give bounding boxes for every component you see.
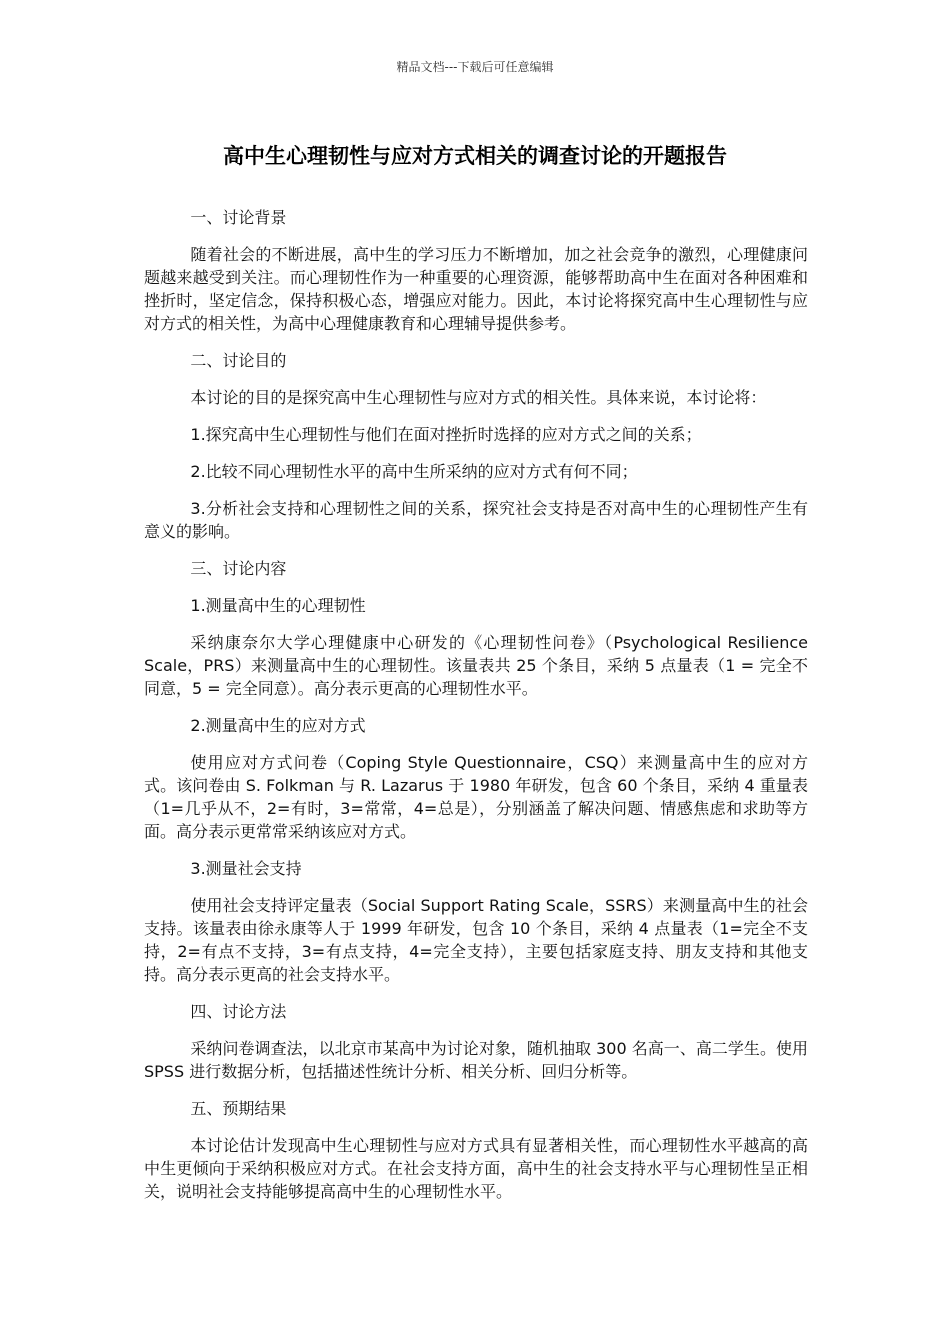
section-heading-method: 四、讨论方法 [190,1002,287,1021]
section-heading-purpose: 二、讨论目的 [190,351,287,370]
method-paragraph: 采纳问卷调查法，以北京市某高中为讨论对象，随机抽取 300 名高一、高二学生。使用 SPSS 进行数据分析，包括描述性统计分析、相关分析、回归分析等。 [144,1039,808,1081]
purpose-item: 2.比较不同心理韧性水平的高中生所采纳的应对方式有何不同； [190,462,638,481]
subsection-heading-coping: 2.测量高中生的应对方式 [190,716,366,735]
document-body [144,206,808,1217]
purpose-item: 1.探究高中生心理韧性与他们在面对挫折时选择的应对方式之间的关系； [190,425,702,444]
purpose-intro: 本讨论的目的是探究高中生心理韧性与应对方式的相关性。具体来说，本讨论将： [190,388,767,407]
subsection-heading-social-support: 3.测量社会支持 [190,859,302,878]
social-support-paragraph: 使用社会支持评定量表（Social Support Rating Scale，SSRS）来测量高中生的社会支持。该量表由徐永康等人于 1999 年研发，包含 10 个条目，采纳 4 点量表（1=完全不支持，2=有点不支持，3=有点支持，4=完全支持），主要包括家庭支持、朋友支持和其他支持。高分表示更高的社会支持水平。 [144,896,808,984]
document-title: 高中生心理韧性与应对方式相关的调查讨论的开题报告 [223,144,727,168]
background-paragraph: 随着社会的不断进展，高中生的学习压力不断增加，加之社会竞争的激烈，心理健康问题越来越受到关注。而心理韧性作为一种重要的心理资源，能够帮助高中生在面对各种困难和挫折时，坚定信念，保持积极心态，增强应对能力。因此，本讨论将探究高中生心理韧性与应对方式的相关性，为高中心理健康教育和心理辅导提供参考。 [144,245,808,333]
results-paragraph: 本讨论估计发现高中生心理韧性与应对方式具有显著相关性，而心理韧性水平越高的高中生更倾向于采纳积极应对方式。在社会支持方面，高中生的社会支持水平与心理韧性呈正相关，说明社会支持能够提高高中生的心理韧性水平。 [144,1136,808,1201]
subsection-heading-resilience: 1.测量高中生的心理韧性 [190,596,366,615]
section-heading-background: 一、讨论背景 [190,208,287,227]
purpose-item: 3.分析社会支持和心理韧性之间的关系，探究社会支持是否对高中生的心理韧性产生有意义的影响。 [144,499,808,541]
coping-paragraph: 使用应对方式问卷（Coping Style Questionnaire，CSQ）来测量高中生的应对方式。该问卷由 S. Folkman 与 R. Lazarus 于 1980 年研发，包含 60 个条目，采纳 4 重量表（1=几乎从不，2=有时，3=常常，4=总是），分别涵盖了解决问题、情感焦虑和求助等方面。高分表示更常常采纳该应对方式。 [144,753,808,841]
section-heading-content: 三、讨论内容 [190,559,287,578]
resilience-paragraph: 采纳康奈尔大学心理健康中心研发的《心理韧性问卷》（Psychological Resilience Scale，PRS）来测量高中生的心理韧性。该量表共 25 个条目，采纳 5 点量表（1 = 完全不同意，5 = 完全同意）。高分表示更高的心理韧性水平。 [144,633,808,698]
section-heading-results: 五、预期结果 [190,1099,287,1118]
header-note: 精品文档---下载后可任意编辑 [396,60,554,74]
